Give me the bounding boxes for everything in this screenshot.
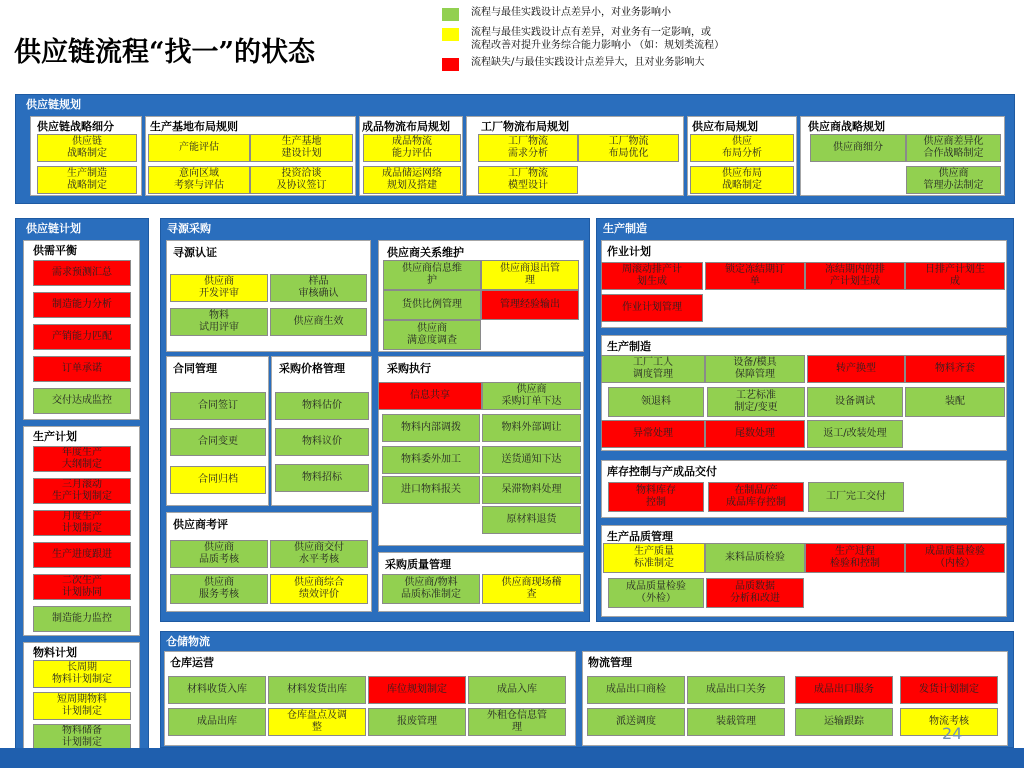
process-cell[interactable]: 物料库存 控制 <box>608 482 704 512</box>
process-cell[interactable]: 短周期物料 计划制定 <box>33 692 131 720</box>
process-cell[interactable]: 材料发货出库 <box>268 676 366 704</box>
process-cell[interactable]: 年度生产 大纲制定 <box>33 446 131 472</box>
process-cell[interactable]: 物料内部调拨 <box>382 414 480 442</box>
group-title: 供应链战略细分 <box>37 120 114 133</box>
process-cell[interactable]: 成品出口服务 <box>795 676 893 704</box>
process-cell[interactable]: 周滚动排产计 划生成 <box>601 262 703 290</box>
group-title: 作业计划 <box>607 245 651 258</box>
footer-bar <box>0 748 1024 768</box>
process-cell[interactable]: 设备调试 <box>807 387 903 417</box>
process-cell[interactable]: 合同签订 <box>170 392 266 420</box>
process-cell[interactable]: 物料齐套 <box>905 355 1005 383</box>
process-cell[interactable]: 成品入库 <box>468 676 566 704</box>
legend-text: 流程与最佳实践设计点差异小，对业务影响小 <box>471 7 671 18</box>
section-title: 生产制造 <box>603 222 647 235</box>
process-cell[interactable]: 生产进度跟进 <box>33 542 131 568</box>
group-title: 采购价格管理 <box>279 362 345 375</box>
process-cell[interactable]: 仓库盘点及调 整 <box>268 708 366 736</box>
process-cell[interactable]: 三月滚动 生产计划制定 <box>33 478 131 504</box>
process-cell[interactable]: 成品出库 <box>168 708 266 736</box>
process-cell[interactable]: 供应布局 战略制定 <box>690 166 794 194</box>
process-cell[interactable]: 信息共享 <box>378 382 482 410</box>
group-title: 物流管理 <box>588 656 632 669</box>
legend-item-green <box>442 6 822 21</box>
process-cell[interactable]: 二次生产 计划协同 <box>33 574 131 600</box>
process-cell[interactable]: 管理经验输出 <box>481 290 579 320</box>
page-title: 供应链流程“找一”的状态 <box>14 37 316 68</box>
legend-swatch-green <box>442 8 459 21</box>
process-cell[interactable]: 报废管理 <box>368 708 466 736</box>
process-cell[interactable]: 成品储运网络 规划及搭建 <box>363 166 461 194</box>
process-cell[interactable]: 物料储备 计划制定 <box>33 724 131 750</box>
process-cell[interactable]: 长周期 物料计划制定 <box>33 660 131 688</box>
process-cell[interactable]: 供应商 采购订单下达 <box>482 382 581 410</box>
process-cell[interactable]: 供应商生效 <box>270 308 367 336</box>
process-cell[interactable]: 成品物流 能力评估 <box>363 134 461 162</box>
group-title: 生产计划 <box>33 430 77 443</box>
process-cell[interactable]: 货供比例管理 <box>383 290 481 320</box>
group-title: 生产品质管理 <box>607 530 673 543</box>
process-cell[interactable]: 供应商差异化 合作战略制定 <box>906 134 1001 162</box>
process-cell[interactable]: 生产制造 战略制定 <box>37 166 137 194</box>
section-title: 寻源采购 <box>167 222 211 235</box>
process-cell[interactable]: 物料议价 <box>275 428 369 456</box>
process-cell[interactable]: 物料 试用评审 <box>170 308 268 336</box>
process-cell[interactable]: 工厂工人 调度管理 <box>601 355 705 383</box>
group-title: 物料计划 <box>33 646 77 659</box>
process-cell[interactable]: 品质数据 分析和改进 <box>706 578 804 608</box>
process-cell[interactable]: 送货通知下达 <box>482 446 581 474</box>
process-cell[interactable]: 产销能力匹配 <box>33 324 131 350</box>
process-cell[interactable]: 日排产计划生 成 <box>905 262 1005 290</box>
process-cell[interactable]: 成品出口关务 <box>687 676 785 704</box>
process-cell[interactable]: 来料品质检验 <box>705 543 805 573</box>
group-title: 寻源认证 <box>173 246 217 259</box>
process-cell[interactable]: 供应商/物料 品质标准制定 <box>382 574 480 604</box>
process-cell[interactable]: 物料估价 <box>275 392 369 420</box>
process-cell[interactable]: 锁定冻结期订 单 <box>705 262 805 290</box>
process-cell[interactable]: 运输跟踪 <box>795 708 893 736</box>
group-title: 仓库运营 <box>170 656 214 669</box>
process-cell[interactable]: 库位规划制定 <box>368 676 466 704</box>
group-title: 采购质量管理 <box>385 558 451 571</box>
process-cell[interactable]: 工艺标准 制定/变更 <box>707 387 805 417</box>
process-cell[interactable]: 物料委外加工 <box>382 446 480 474</box>
process-cell[interactable]: 需求预测汇总 <box>33 260 131 286</box>
process-cell[interactable]: 供应商 品质考核 <box>170 540 268 568</box>
process-cell[interactable]: 成品质量检验 （内检） <box>905 543 1005 573</box>
process-cell[interactable]: 月度生产 计划制定 <box>33 510 131 536</box>
process-cell[interactable]: 进口物料报关 <box>382 476 480 504</box>
group-title: 合同管理 <box>173 362 217 375</box>
section-title: 供应链计划 <box>26 222 81 235</box>
process-cell[interactable]: 材料收货入库 <box>168 676 266 704</box>
group-title: 供应商战略规划 <box>808 120 885 133</box>
process-cell[interactable]: 制造能力监控 <box>33 606 131 632</box>
process-cell[interactable]: 工厂物流 模型设计 <box>478 166 578 194</box>
process-cell[interactable]: 物流考核 <box>900 708 998 736</box>
process-cell[interactable]: 供应商退出管 理 <box>481 260 579 290</box>
process-cell[interactable]: 工厂物流 布局优化 <box>578 134 679 162</box>
process-cell[interactable]: 领退料 <box>608 387 704 417</box>
process-cell[interactable]: 冻结期内的排 产计划生成 <box>805 262 905 290</box>
process-cell[interactable]: 成品质量检验 （外检） <box>608 578 704 608</box>
process-cell[interactable]: 在制品/产 成品库存控制 <box>708 482 804 512</box>
process-cell[interactable]: 合同变更 <box>170 428 266 456</box>
section-title: 供应链规划 <box>26 98 81 111</box>
process-cell[interactable]: 物料外部调让 <box>482 414 581 442</box>
process-cell[interactable]: 设备/模具 保障管理 <box>705 355 805 383</box>
process-cell[interactable]: 投资洽谈 及协议签订 <box>250 166 353 194</box>
process-cell[interactable]: 生产过程 检验和控制 <box>805 543 905 573</box>
process-cell[interactable]: 供应商 服务考核 <box>170 574 268 604</box>
legend <box>442 6 822 76</box>
group-title: 供应布局规划 <box>692 120 758 133</box>
process-cell[interactable]: 制造能力分析 <box>33 292 131 318</box>
process-cell[interactable]: 呆滞物料处理 <box>482 476 581 504</box>
process-cell[interactable]: 供应商 开发评审 <box>170 274 268 302</box>
process-cell[interactable]: 供应商 满意度调查 <box>383 320 481 350</box>
legend-swatch-red <box>442 58 459 71</box>
process-cell[interactable]: 生产基地 建设计划 <box>250 134 353 162</box>
process-cell[interactable]: 物料招标 <box>275 464 369 492</box>
process-cell[interactable]: 装配 <box>905 387 1005 417</box>
group-title: 工厂物流布局规划 <box>481 120 569 133</box>
process-cell[interactable]: 意向区域 考察与评估 <box>148 166 250 194</box>
group-title: 成品物流布局规划 <box>362 120 450 133</box>
process-cell[interactable]: 装载管理 <box>687 708 785 736</box>
process-cell[interactable]: 供应商信息维 护 <box>383 260 481 290</box>
legend-text: 流程与最佳实践设计点有差异，对业务有一定影响，或 流程改善对提升业务综合能力影响小 （如：规划类流程） <box>471 27 725 51</box>
process-cell[interactable]: 工厂完工交付 <box>808 482 904 512</box>
process-cell[interactable]: 供应商综合 绩效评价 <box>270 574 368 604</box>
process-cell[interactable]: 作业计划管理 <box>601 294 703 322</box>
process-cell[interactable]: 转产换型 <box>807 355 905 383</box>
process-cell[interactable]: 返工/改装处理 <box>807 420 903 448</box>
process-cell[interactable]: 发货计划制定 <box>900 676 998 704</box>
process-cell[interactable]: 交付达成监控 <box>33 388 131 414</box>
process-cell[interactable]: 外租仓信息管 理 <box>468 708 566 736</box>
page-number: 24 <box>942 724 963 743</box>
process-cell[interactable]: 生产质量 标准制定 <box>603 543 705 573</box>
process-cell[interactable]: 供应商现场稽 查 <box>482 574 581 604</box>
group-title: 供应商关系维护 <box>387 246 464 259</box>
process-cell[interactable]: 供应 布局分析 <box>690 134 794 162</box>
section-title: 仓储物流 <box>166 635 210 648</box>
group-title: 生产制造 <box>607 340 651 353</box>
legend-item-yellow <box>442 26 822 52</box>
process-cell[interactable]: 原材料退货 <box>482 506 581 534</box>
process-cell[interactable]: 异常处理 <box>601 420 705 448</box>
process-cell[interactable]: 合同归档 <box>170 466 266 494</box>
legend-text: 流程缺失/与最佳实践设计点差异大，且对业务影响大 <box>471 57 705 68</box>
group-title: 采购执行 <box>387 362 431 375</box>
process-cell[interactable]: 订单承诺 <box>33 356 131 382</box>
legend-swatch-yellow <box>442 28 459 41</box>
process-cell[interactable]: 产能评估 <box>148 134 250 162</box>
process-cell[interactable]: 供应商 管理办法制定 <box>906 166 1001 194</box>
process-cell[interactable]: 尾数处理 <box>705 420 805 448</box>
process-cell[interactable]: 供应商交付 水平考核 <box>270 540 368 568</box>
process-cell[interactable]: 派送调度 <box>587 708 685 736</box>
process-cell[interactable]: 样品 审核确认 <box>270 274 367 302</box>
legend-item-red <box>442 56 822 71</box>
process-cell[interactable]: 供应链 战略制定 <box>37 134 137 162</box>
group-title: 供需平衡 <box>33 244 77 257</box>
process-cell[interactable]: 成品出口商检 <box>587 676 685 704</box>
group-title: 供应商考评 <box>173 518 228 531</box>
group-title: 库存控制与产成品交付 <box>607 465 717 478</box>
process-cell[interactable]: 工厂物流 需求分析 <box>478 134 578 162</box>
group-title: 生产基地布局规则 <box>150 120 238 133</box>
process-cell[interactable]: 供应商细分 <box>810 134 906 162</box>
